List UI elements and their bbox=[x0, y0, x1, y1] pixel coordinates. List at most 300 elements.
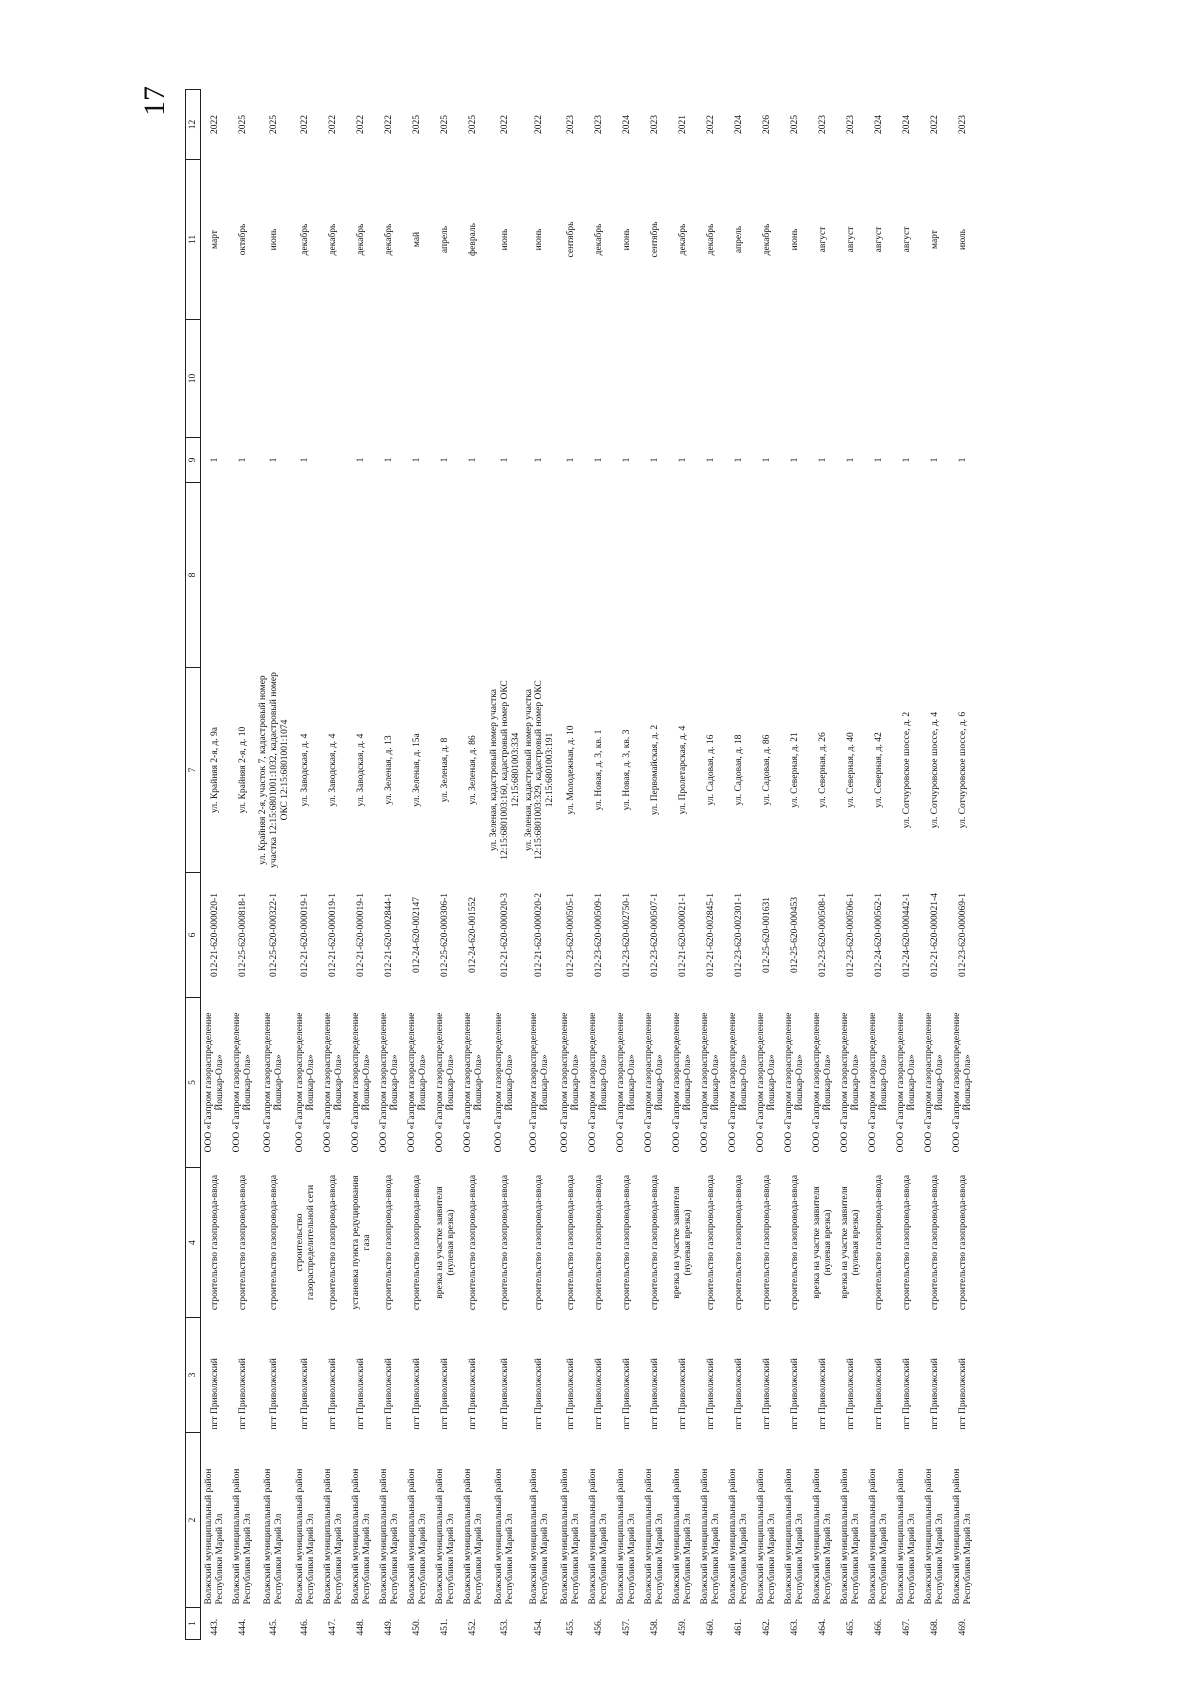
application-code-cell: 012-21-620-002844-1 bbox=[384, 893, 395, 977]
organization-cell: ООО «Газпром газораспределение Йошкар-Ола» bbox=[434, 1012, 456, 1153]
row-number: 449. bbox=[384, 1618, 395, 1636]
organization-cell: ООО «Газпром газораспределение Йошкар-Ола» bbox=[322, 1012, 344, 1153]
organization-cell: ООО «Газпром газораспределение Йошкар-Ола» bbox=[756, 1012, 778, 1153]
application-code-cell: 012-21-620-000020-2 bbox=[534, 893, 545, 977]
organization-cell: ООО «Газпром газораспределение Йошкар-Ола» bbox=[494, 1012, 516, 1153]
work-type-cell: врезка на участке заявителя (нулевая врезка) bbox=[812, 1186, 834, 1299]
month-cell: август bbox=[845, 226, 856, 253]
col8-cell bbox=[460, 483, 488, 668]
address-cell: ул. Садовая, д. 86 bbox=[761, 734, 772, 806]
settlement-cell: пгт Приволжский bbox=[384, 1358, 395, 1430]
col10-cell bbox=[488, 320, 523, 438]
district-cell: Волжский муниципальный район Республики Марий Эл bbox=[350, 1468, 372, 1605]
month-cell: декабрь bbox=[593, 223, 604, 256]
month-cell: июнь bbox=[621, 228, 632, 251]
work-type-cell: строительство газораспределительной сети bbox=[294, 1184, 316, 1301]
year-cell: 2025 bbox=[468, 115, 479, 134]
col10-cell bbox=[809, 320, 837, 438]
table-row bbox=[488, 90, 523, 1640]
work-type-cell: строительство газопровода-ввода bbox=[733, 1174, 744, 1311]
col10-cell bbox=[949, 320, 977, 438]
year-cell: 2022 bbox=[356, 115, 367, 134]
col10-cell bbox=[404, 320, 432, 438]
organization-cell: ООО «Газпром газораспределение Йошкар-Ола» bbox=[644, 1012, 666, 1153]
settlement-cell: пгт Приволжский bbox=[565, 1358, 576, 1430]
col-header-3: 3 bbox=[186, 1318, 201, 1433]
settlement-cell: пгт Приволжский bbox=[649, 1358, 660, 1430]
col10-cell bbox=[725, 320, 753, 438]
table-row bbox=[257, 90, 292, 1640]
organization-cell: ООО «Газпром газораспределение Йошкар-Ола» bbox=[528, 1012, 550, 1153]
count-cell: 1 bbox=[733, 457, 744, 463]
col8-cell bbox=[557, 483, 585, 668]
count-cell: 1 bbox=[356, 457, 367, 463]
application-code-cell: 012-23-620-000507-1 bbox=[649, 893, 660, 977]
district-cell: Волжский муниципальный район Республики Марий Эл bbox=[952, 1468, 974, 1605]
settlement-cell: пгт Приволжский bbox=[929, 1358, 940, 1430]
work-type-cell: строительство газопровода-ввода bbox=[209, 1174, 220, 1311]
col8-cell bbox=[753, 483, 781, 668]
table-row bbox=[585, 90, 613, 1640]
table-row bbox=[460, 90, 488, 1640]
district-cell: Волжский муниципальный район Республики Марий Эл bbox=[840, 1468, 862, 1605]
year-cell: 2025 bbox=[268, 115, 279, 134]
year-cell: 2026 bbox=[761, 115, 772, 134]
row-number: 447. bbox=[328, 1618, 339, 1636]
year-cell: 2023 bbox=[593, 115, 604, 134]
settlement-cell: пгт Приволжский bbox=[901, 1358, 912, 1430]
row-number: 455. bbox=[565, 1618, 576, 1636]
col10-cell bbox=[921, 320, 949, 438]
col8-cell bbox=[809, 483, 837, 668]
year-cell: 2022 bbox=[384, 115, 395, 134]
month-cell: май bbox=[412, 231, 423, 248]
address-cell: ул. Заводская, д. 4 bbox=[300, 733, 311, 807]
work-type-cell: врезка на участке заявителя (нулевая врезка) bbox=[840, 1186, 862, 1299]
district-cell: Волжский муниципальный район Республики Марий Эл bbox=[232, 1468, 253, 1605]
month-cell: июнь bbox=[534, 228, 545, 251]
settlement-cell: пгт Приволжский bbox=[534, 1358, 545, 1430]
application-code-cell: 012-23-620-000506-1 bbox=[845, 893, 856, 977]
district-cell: Волжский муниципальный район Республики Марий Эл bbox=[528, 1468, 550, 1605]
table-row bbox=[641, 90, 669, 1640]
count-cell: 1 bbox=[300, 457, 311, 463]
row-number: 444. bbox=[237, 1618, 248, 1636]
count-cell: 1 bbox=[412, 457, 423, 463]
settlement-cell: пгт Приволжский bbox=[300, 1358, 311, 1430]
table-row bbox=[949, 90, 977, 1640]
application-code-cell: 012-24-620-000562-1 bbox=[873, 893, 884, 977]
col8-cell bbox=[229, 483, 257, 668]
table-row bbox=[697, 90, 725, 1640]
settlement-cell: пгт Приволжский bbox=[705, 1358, 716, 1430]
organization-cell: ООО «Газпром газораспределение Йошкар-Ола» bbox=[588, 1012, 610, 1153]
col8-cell bbox=[725, 483, 753, 668]
address-cell: ул. Зеленая, д. 8 bbox=[440, 737, 451, 803]
application-code-cell: 012-25-620-000306-1 bbox=[440, 893, 451, 977]
settlement-cell: пгт Приволжский bbox=[328, 1358, 339, 1430]
col10-cell bbox=[781, 320, 809, 438]
year-cell: 2023 bbox=[957, 115, 968, 134]
settlement-cell: пгт Приволжский bbox=[593, 1358, 604, 1430]
month-cell: июль bbox=[957, 228, 968, 251]
row-number: 450. bbox=[412, 1618, 423, 1636]
col-header-12: 12 bbox=[186, 90, 201, 160]
col-header-8: 8 bbox=[186, 483, 201, 668]
district-cell: Волжский муниципальный район Республики Марий Эл bbox=[644, 1468, 666, 1605]
address-cell: ул. Новая, д. 3, кв. 3 bbox=[621, 729, 632, 811]
application-code-cell: 012-21-620-000021-4 bbox=[929, 893, 940, 977]
col10-cell bbox=[348, 320, 376, 438]
address-cell: ул. Крайняя 2-я, д. 9а bbox=[209, 727, 220, 813]
year-cell: 2022 bbox=[929, 115, 940, 134]
organization-cell: ООО «Газпром газораспределение Йошкар-Ола» bbox=[784, 1012, 806, 1153]
work-type-cell: врезка на участке заявителя (нулевая врезка) bbox=[434, 1186, 456, 1299]
count-cell: 1 bbox=[534, 457, 545, 463]
col-header-7: 7 bbox=[186, 668, 201, 873]
count-cell: 1 bbox=[237, 457, 248, 463]
table-row bbox=[292, 90, 320, 1640]
row-number: 464. bbox=[817, 1618, 828, 1636]
row-number: 469. bbox=[957, 1618, 968, 1636]
table-row bbox=[781, 90, 809, 1640]
col10-cell bbox=[292, 320, 320, 438]
district-cell: Волжский муниципальный район Республики Марий Эл bbox=[263, 1468, 285, 1605]
district-cell: Волжский муниципальный район Республики Марий Эл bbox=[924, 1468, 946, 1605]
col8-cell bbox=[865, 483, 893, 668]
organization-cell: ООО «Газпром газораспределение Йошкар-Ола» bbox=[263, 1012, 285, 1153]
address-cell: ул. Сотчуровское шоссе, д. 2 bbox=[901, 711, 912, 829]
application-code-cell: 012-25-620-001631 bbox=[761, 897, 772, 973]
col10-cell bbox=[865, 320, 893, 438]
col8-cell bbox=[893, 483, 921, 668]
row-number: 462. bbox=[761, 1618, 772, 1636]
row-number: 453. bbox=[499, 1618, 510, 1636]
work-type-cell: строительство газопровода-ввода bbox=[929, 1174, 940, 1311]
month-cell: август bbox=[873, 226, 884, 253]
settlement-cell: пгт Приволжский bbox=[237, 1358, 248, 1430]
count-cell: 1 bbox=[384, 457, 395, 463]
row-number: 443. bbox=[209, 1618, 220, 1636]
year-cell: 2024 bbox=[901, 115, 912, 134]
organization-cell: ООО «Газпром газораспределение Йошкар-Ола» bbox=[672, 1012, 694, 1153]
address-cell: ул. Северная, д. 40 bbox=[845, 732, 856, 808]
organization-cell: ООО «Газпром газораспределение Йошкар-Ола» bbox=[840, 1012, 862, 1153]
table-row bbox=[669, 90, 697, 1640]
col8-cell bbox=[781, 483, 809, 668]
district-cell: Волжский муниципальный район Республики Марий Эл bbox=[616, 1468, 638, 1605]
application-code-cell: 012-23-620-000509-1 bbox=[593, 893, 604, 977]
address-cell: ул. Пролетарская, д. 4 bbox=[677, 725, 688, 815]
application-code-cell: 012-24-620-001552 bbox=[468, 897, 479, 973]
col8-cell bbox=[921, 483, 949, 668]
work-type-cell: строительство газопровода-ввода bbox=[761, 1174, 772, 1311]
table-row bbox=[523, 90, 558, 1640]
col10-cell bbox=[320, 320, 348, 438]
district-cell: Волжский муниципальный район Республики Марий Эл bbox=[756, 1468, 778, 1605]
application-code-cell: 012-21-620-000021-1 bbox=[677, 893, 688, 977]
count-cell: 1 bbox=[929, 457, 940, 463]
district-cell: Волжский муниципальный район Республики Марий Эл bbox=[812, 1468, 834, 1605]
year-cell: 2025 bbox=[237, 115, 248, 134]
district-cell: Волжский муниципальный район Республики Марий Эл bbox=[728, 1468, 750, 1605]
organization-cell: ООО «Газпром газораспределение Йошкар-Ола» bbox=[462, 1012, 484, 1153]
address-cell: ул. Садовая, д. 16 bbox=[705, 734, 716, 806]
table-row bbox=[753, 90, 781, 1640]
month-cell: август bbox=[901, 226, 912, 253]
col10-cell bbox=[257, 320, 292, 438]
application-code-cell: 012-21-620-000020-3 bbox=[499, 893, 510, 977]
row-number: 454. bbox=[534, 1618, 545, 1636]
application-code-cell: 012-21-620-002845-1 bbox=[705, 893, 716, 977]
year-cell: 2025 bbox=[412, 115, 423, 134]
address-cell: ул. Зеленая, кадастровый номер участка 12:15:6801003:160, кадастровый номер ОКС 12:15:6801003:334 bbox=[488, 680, 521, 860]
table-row bbox=[201, 90, 230, 1640]
work-type-cell: строительство газопровода-ввода bbox=[789, 1174, 800, 1311]
month-cell: декабрь bbox=[705, 223, 716, 256]
count-cell: 1 bbox=[817, 457, 828, 463]
year-cell: 2025 bbox=[440, 115, 451, 134]
table-row bbox=[404, 90, 432, 1640]
organization-cell: ООО «Газпром газораспределение Йошкар-Ола» bbox=[924, 1012, 946, 1153]
month-cell: июнь bbox=[499, 228, 510, 251]
work-type-cell: строительство газопровода-ввода bbox=[593, 1174, 604, 1311]
address-cell: ул. Зеленая, д. 13 bbox=[384, 735, 395, 805]
count-cell: 1 bbox=[499, 457, 510, 463]
rotated-table-area bbox=[185, 90, 1035, 1640]
application-code-cell: 012-21-620-000019-1 bbox=[328, 893, 339, 977]
address-cell: ул. Первомайская, д. 2 bbox=[649, 724, 660, 816]
col8-cell bbox=[257, 483, 292, 668]
col8-cell bbox=[697, 483, 725, 668]
count-cell: 1 bbox=[761, 457, 772, 463]
address-cell: ул. Крайняя 2-я, д. 10 bbox=[237, 726, 248, 814]
address-cell: ул. Крайняя 2-я, участок 7, кадастровый номер участка 12:15:6801001:1032, кадастровый номер ОКС 12:15:6801001:1074 bbox=[258, 672, 290, 868]
settlement-cell: пгт Приволжский bbox=[817, 1358, 828, 1430]
table-row bbox=[893, 90, 921, 1640]
row-number: 465. bbox=[845, 1618, 856, 1636]
row-number: 463. bbox=[789, 1618, 800, 1636]
row-number: 456. bbox=[593, 1618, 604, 1636]
year-cell: 2024 bbox=[873, 115, 884, 134]
month-cell: декабрь bbox=[328, 223, 339, 256]
application-code-cell: 012-21-620-000019-1 bbox=[300, 893, 311, 977]
settlement-cell: пгт Приволжский bbox=[209, 1358, 220, 1430]
row-number: 467. bbox=[901, 1618, 912, 1636]
year-cell: 2025 bbox=[789, 115, 800, 134]
settlement-cell: пгт Приволжский bbox=[412, 1358, 423, 1430]
table-row bbox=[320, 90, 348, 1640]
col8-cell bbox=[669, 483, 697, 668]
application-code-cell: 012-23-620-000505-1 bbox=[565, 893, 576, 977]
table-row bbox=[376, 90, 404, 1640]
district-cell: Волжский муниципальный район Республики Марий Эл bbox=[896, 1468, 918, 1605]
settlement-cell: пгт Приволжский bbox=[733, 1358, 744, 1430]
district-cell: Волжский муниципальный район Республики Марий Эл bbox=[588, 1468, 610, 1605]
count-cell: 1 bbox=[901, 457, 912, 463]
row-number: 466. bbox=[873, 1618, 884, 1636]
address-cell: ул. Зеленая, кадастровый номер участка 12:15:6801003:329, кадастровый номер ОКС 12:15:6801003:191 bbox=[523, 680, 556, 860]
count-cell: 1 bbox=[649, 457, 660, 463]
year-cell: 2024 bbox=[733, 115, 744, 134]
application-code-cell: 012-23-620-000069-1 bbox=[957, 893, 968, 977]
settlement-cell: пгт Приволжский bbox=[677, 1358, 688, 1430]
col8-cell bbox=[432, 483, 460, 668]
month-cell: март bbox=[209, 230, 220, 249]
organization-cell: ООО «Газпром газораспределение Йошкар-Ола» bbox=[560, 1012, 582, 1153]
year-cell: 2022 bbox=[209, 115, 220, 134]
col8-cell bbox=[523, 483, 558, 668]
organization-cell: ООО «Газпром газораспределение Йошкар-Ола» bbox=[232, 1012, 253, 1153]
settlement-cell: пгт Приволжский bbox=[268, 1358, 279, 1430]
col8-cell bbox=[292, 483, 320, 668]
col8-cell bbox=[201, 483, 230, 668]
year-cell: 2022 bbox=[300, 115, 311, 134]
district-cell: Волжский муниципальный район Республики Марий Эл bbox=[672, 1468, 694, 1605]
year-cell: 2022 bbox=[705, 115, 716, 134]
district-cell: Волжский муниципальный район Республики Марий Эл bbox=[494, 1468, 516, 1605]
application-code-cell: 012-23-620-000508-1 bbox=[817, 893, 828, 977]
settlement-cell: пгт Приволжский bbox=[789, 1358, 800, 1430]
address-cell: ул. Заводская, д. 4 bbox=[356, 733, 367, 807]
col8-cell bbox=[376, 483, 404, 668]
address-cell: ул. Сотчуровское шоссе, д. 4 bbox=[929, 711, 940, 829]
col8-cell bbox=[585, 483, 613, 668]
district-cell: Волжский муниципальный район Республики Марий Эл bbox=[406, 1468, 428, 1605]
district-cell: Волжский муниципальный район Республики Марий Эл bbox=[462, 1468, 484, 1605]
settlement-cell: пгт Приволжский bbox=[468, 1358, 479, 1430]
organization-cell: ООО «Газпром газораспределение Йошкар-Ола» bbox=[812, 1012, 834, 1153]
work-type-cell: строительство газопровода-ввода bbox=[237, 1174, 248, 1311]
district-cell: Волжский муниципальный район Республики Марий Эл bbox=[204, 1468, 225, 1605]
settlement-cell: пгт Приволжский bbox=[957, 1358, 968, 1430]
organization-cell: ООО «Газпром газораспределение Йошкар-Ола» bbox=[294, 1012, 316, 1153]
col-header-9: 9 bbox=[186, 438, 201, 483]
month-cell: июнь bbox=[268, 228, 279, 251]
row-number: 460. bbox=[705, 1618, 716, 1636]
work-type-cell: строительство газопровода-ввода bbox=[268, 1174, 279, 1311]
month-cell: октябрь bbox=[237, 223, 248, 256]
col-header-10: 10 bbox=[186, 320, 201, 438]
address-cell: ул. Заводская, д. 4 bbox=[328, 733, 339, 807]
count-cell: 1 bbox=[621, 457, 632, 463]
application-code-cell: 012-24-620-002147 bbox=[412, 897, 423, 973]
count-cell: 1 bbox=[957, 457, 968, 463]
col8-cell bbox=[837, 483, 865, 668]
address-cell: ул. Молодежная, д. 10 bbox=[565, 725, 576, 815]
col8-cell bbox=[404, 483, 432, 668]
month-cell: апрель bbox=[440, 225, 451, 254]
work-type-cell: строительство газопровода-ввода bbox=[384, 1174, 395, 1311]
application-code-cell: 012-21-620-000020-1 bbox=[209, 893, 220, 977]
organization-cell: ООО «Газпром газораспределение Йошкар-Ола» bbox=[952, 1012, 974, 1153]
count-cell: 1 bbox=[209, 457, 220, 463]
col-header-6: 6 bbox=[186, 873, 201, 998]
col10-cell bbox=[585, 320, 613, 438]
col8-cell bbox=[949, 483, 977, 668]
organization-cell: ООО «Газпром газораспределение Йошкар-Ола» bbox=[204, 1012, 225, 1153]
district-cell: Волжский муниципальный район Республики Марий Эл bbox=[700, 1468, 722, 1605]
column-number-row bbox=[186, 90, 201, 1640]
district-cell: Волжский муниципальный район Республики Марий Эл bbox=[294, 1468, 316, 1605]
district-cell: Волжский муниципальный район Республики Марий Эл bbox=[784, 1468, 806, 1605]
col10-cell bbox=[613, 320, 641, 438]
table-row bbox=[921, 90, 949, 1640]
work-type-cell: установка пункта редуцирования газа bbox=[350, 1175, 372, 1310]
count-cell: 1 bbox=[468, 457, 479, 463]
address-cell: ул. Зеленая, д. 86 bbox=[468, 735, 479, 805]
month-cell: март bbox=[929, 230, 940, 249]
gasification-table bbox=[185, 89, 977, 1640]
district-cell: Волжский муниципальный район Республики Марий Эл bbox=[868, 1468, 890, 1605]
work-type-cell: строительство газопровода-ввода bbox=[328, 1174, 339, 1311]
year-cell: 2022 bbox=[328, 115, 339, 134]
work-type-cell: врезка на участке заявителя (нулевая врезка) bbox=[672, 1186, 694, 1299]
col10-cell bbox=[432, 320, 460, 438]
work-type-cell: строительство газопровода-ввода bbox=[534, 1174, 545, 1311]
table-body bbox=[201, 90, 978, 1640]
organization-cell: ООО «Газпром газораспределение Йошкар-Ола» bbox=[896, 1012, 918, 1153]
address-cell: ул. Зеленая, д. 15а bbox=[412, 733, 423, 807]
address-cell: ул. Сотчуровское шоссе, д. 6 bbox=[957, 711, 968, 829]
count-cell: 1 bbox=[873, 457, 884, 463]
year-cell: 2023 bbox=[649, 115, 660, 134]
work-type-cell: строительство газопровода-ввода bbox=[412, 1174, 423, 1311]
col10-cell bbox=[669, 320, 697, 438]
col10-cell bbox=[697, 320, 725, 438]
row-number: 457. bbox=[621, 1618, 632, 1636]
organization-cell: ООО «Газпром газораспределение Йошкар-Ола» bbox=[350, 1012, 372, 1153]
col10-cell bbox=[376, 320, 404, 438]
year-cell: 2023 bbox=[845, 115, 856, 134]
col10-cell bbox=[523, 320, 558, 438]
district-cell: Волжский муниципальный район Республики Марий Эл bbox=[378, 1468, 400, 1605]
col10-cell bbox=[201, 320, 230, 438]
count-cell bbox=[320, 438, 348, 483]
settlement-cell: пгт Приволжский bbox=[440, 1358, 451, 1430]
col8-cell bbox=[348, 483, 376, 668]
table-row bbox=[865, 90, 893, 1640]
page-number: 17 bbox=[138, 86, 171, 116]
count-cell: 1 bbox=[440, 457, 451, 463]
application-code-cell: 012-25-620-000322-1 bbox=[268, 893, 279, 977]
month-cell: декабрь bbox=[761, 223, 772, 256]
table-row bbox=[809, 90, 837, 1640]
col10-cell bbox=[641, 320, 669, 438]
month-cell: февраль bbox=[468, 223, 479, 256]
row-number: 446. bbox=[300, 1618, 311, 1636]
month-cell: август bbox=[817, 226, 828, 253]
settlement-cell: пгт Приволжский bbox=[761, 1358, 772, 1430]
row-number: 448. bbox=[356, 1618, 367, 1636]
count-cell: 1 bbox=[677, 457, 688, 463]
address-cell: ул. Северная, д. 26 bbox=[817, 732, 828, 808]
row-number: 458. bbox=[649, 1618, 660, 1636]
year-cell: 2021 bbox=[677, 115, 688, 134]
address-cell: ул. Новая, д. 3, кв. 1 bbox=[593, 729, 604, 811]
address-cell: ул. Садовая, д. 18 bbox=[733, 734, 744, 806]
row-number: 452. bbox=[468, 1618, 479, 1636]
settlement-cell: пгт Приволжский bbox=[873, 1358, 884, 1430]
work-type-cell: строительство газопровода-ввода bbox=[621, 1174, 632, 1311]
row-number: 459. bbox=[677, 1618, 688, 1636]
month-cell: сентябрь bbox=[565, 221, 576, 258]
row-number: 461. bbox=[733, 1618, 744, 1636]
col10-cell bbox=[557, 320, 585, 438]
year-cell: 2022 bbox=[534, 115, 545, 134]
application-code-cell: 012-25-620-000818-1 bbox=[237, 893, 248, 977]
settlement-cell: пгт Приволжский bbox=[356, 1358, 367, 1430]
